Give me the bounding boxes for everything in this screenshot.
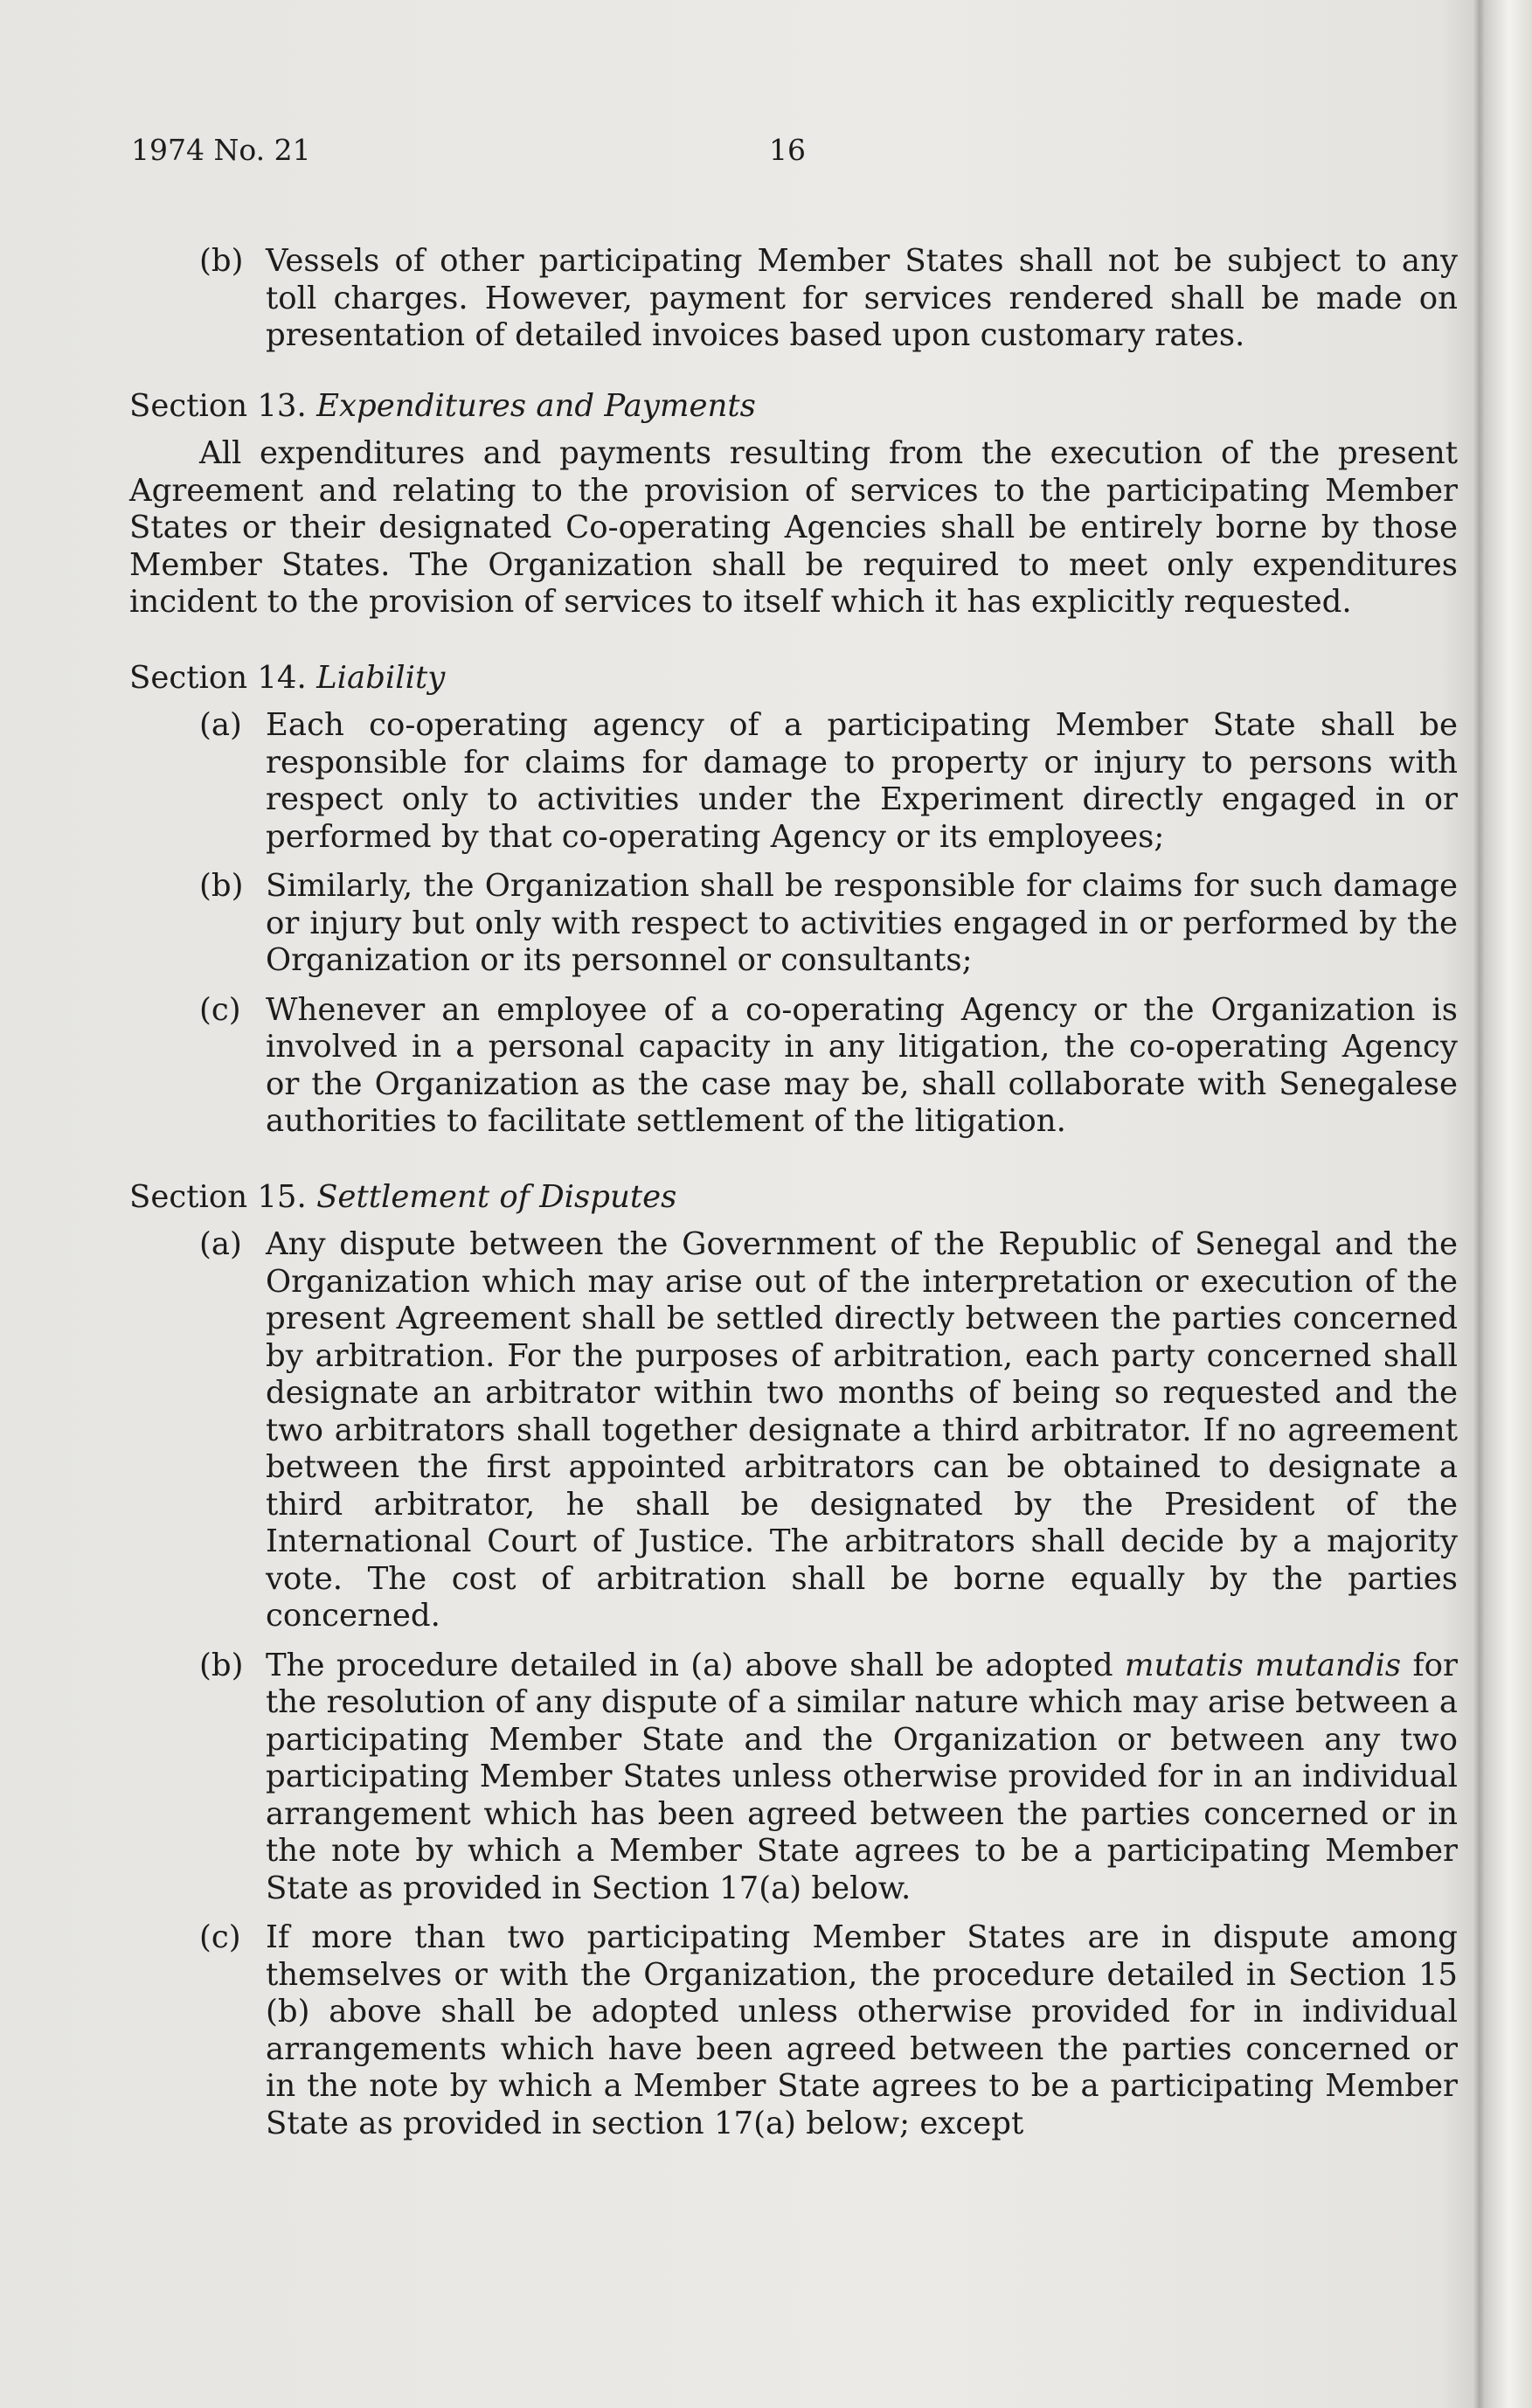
item-label: (b): [199, 868, 244, 904]
item-text-start: The procedure detailed in (a) above shall be adopted: [266, 1647, 1125, 1683]
item-label: (a): [199, 1226, 242, 1262]
item-text: [266, 1648, 1458, 1908]
section14-item-a: [129, 707, 1458, 856]
book-gutter: [1473, 0, 1486, 2408]
section-number: Section 14.: [129, 659, 307, 696]
item-text: Similarly, the Organization shall be responsible for claims for such damage or injury but only with respect to activities engaged in or performed by the Organization or its personnel or consultants;: [266, 868, 1458, 978]
section-number: Section 15.: [129, 1178, 307, 1215]
item-label: (a): [199, 707, 242, 743]
law-reference: 1974 No. 21: [131, 133, 311, 167]
page-number: 16: [769, 133, 806, 167]
section-number: Section 13.: [129, 387, 307, 424]
item-text: Vessels of other participating Member States shall not be subject to any toll charges. However, payment for services rendered shall be made on presentation of detailed invoices based upon customary rates.: [266, 243, 1458, 353]
section-title: Liability: [316, 659, 446, 696]
section15-item-c: [129, 1919, 1458, 2142]
section12-item-b: [129, 243, 1458, 355]
section14-heading: [129, 660, 1458, 697]
section14-item-c: [129, 992, 1458, 1141]
section15-item-a: [129, 1226, 1458, 1635]
item-text: If more than two participating Member States are in dispute among themselves or with the Organization, the procedure detailed in Section 15 (b) above shall be adopted unless otherwise provided for in individual arrangements which have been agreed between the parties concerned or in the note by which a Member State agrees to be a participating Member State as provided in section 17(a) below; except: [266, 1919, 1458, 2141]
section-title: Settlement of Disputes: [316, 1178, 677, 1215]
item-text: Whenever an employee of a co-operating Agency or the Organization is involved in a personal capacity in any litigation, the co-operating Agency or the Organization as the case may be, shall collaborate with Senegalese authorities to facilitate settlement of the litigation.: [266, 991, 1458, 1139]
item-text: Any dispute between the Government of the Republic of Senegal and the Organization which may arise out of the interpretation or execution of the present Agreement shall be settled directly between the parties concerned by arbitration. For the purposes of arbitration, each party concerned shall designate an arbitrator within two months of being so requested and the two arbitrators shall together designate a third arbitrator. If no agreement between the first appointed arbitrators can be obtained to designate a third arbitrator, he shall be designated by the President of the International Court of Justice. The arbitrators shall decide by a majority vote. The cost of arbitration shall be borne equally by the parties concerned.: [266, 1226, 1458, 1634]
latin-phrase: mutatis mutandis: [1124, 1647, 1402, 1683]
section15-heading: [129, 1179, 1458, 1217]
document-body: [129, 243, 1458, 2142]
section15-item-b: [129, 1648, 1458, 1908]
item-label: (b): [199, 243, 244, 279]
item-text: Each co-operating agency of a participating Member State shall be responsible for claims for damage to property or injury to persons with respect only to activities under the Experiment directly engaged in or performed by that co-operating Agency or its employees;: [266, 707, 1458, 855]
item-label: (c): [199, 991, 241, 1028]
section13-paragraph: All expenditures and payments resulting from the execution of the present Agreement and relating to the provision of services to the participating Member States or their designated Co-operating Agencies shall be entirely borne by those Member States. The Organization shall be required to meet only expenditures incident to the provision of services to itself which it has explicitly requested.: [129, 435, 1458, 620]
item-label: (c): [199, 1919, 241, 1955]
section-title: Expenditures and Payments: [316, 387, 756, 424]
item-text-end: for the resolution of any dispute of a similar nature which may arise between a participating Member State and the Organization or between any two participating Member States unless otherwise provided for in an individual arrangement which has been agreed between the parties concerned or in the note by which a Member State agrees to be a participating Member State as provided in Section 17(a) below.: [266, 1647, 1458, 1906]
section14-item-b: [129, 868, 1458, 980]
section13-heading: [129, 388, 1458, 426]
item-label: (b): [199, 1647, 244, 1683]
